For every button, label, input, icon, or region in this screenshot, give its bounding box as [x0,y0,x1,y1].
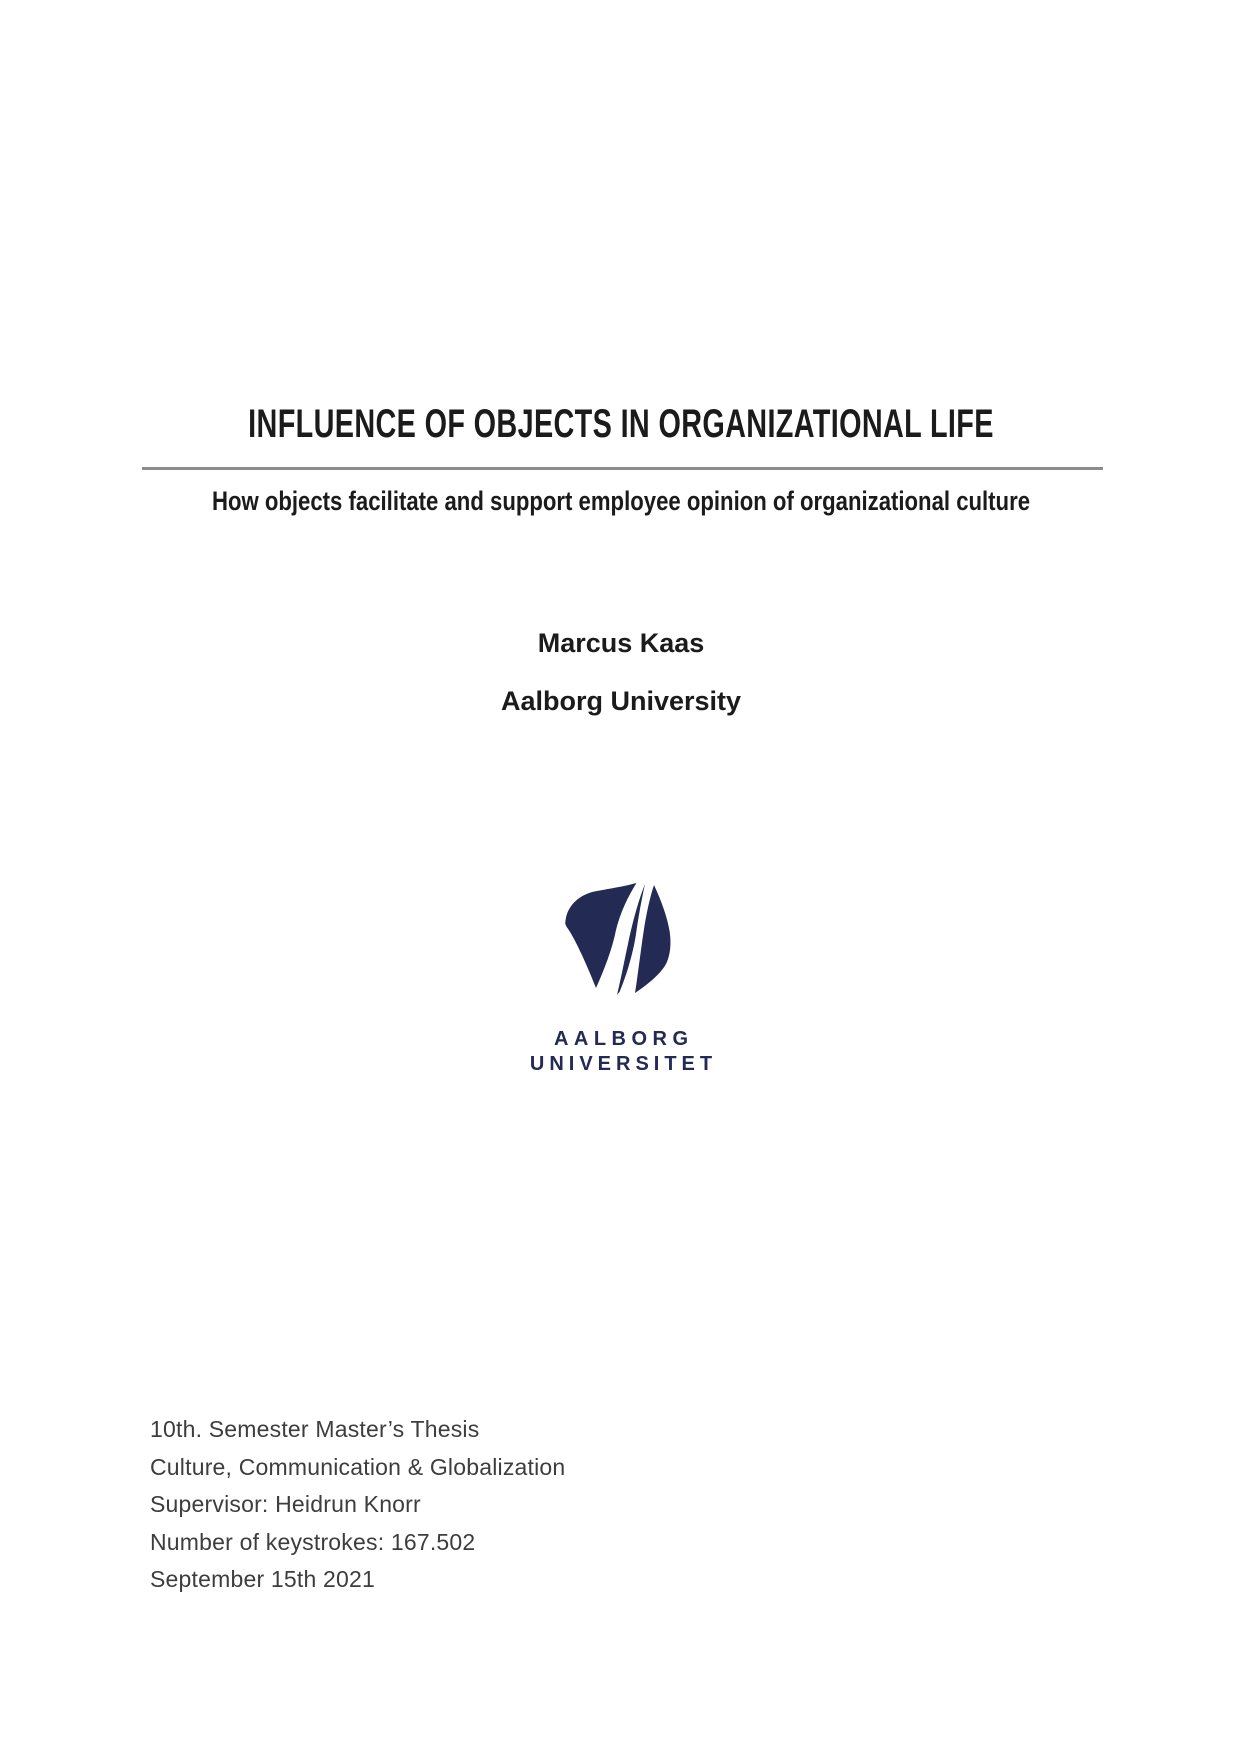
institution-name: Aalborg University [500,686,742,716]
detail-line-supervisor: Supervisor: Heidrun Knorr [150,1491,421,1517]
detail-line-date: September 15th 2021 [150,1566,376,1592]
logo-wordmark-line2: UNIVERSITET [529,1053,718,1075]
detail-line-keystrokes: Number of keystrokes: 167.502 [150,1528,476,1555]
aalborg-university-logo [565,882,672,995]
page-subtitle: How objects facilitate and support employee opinion of organizational culture [211,486,1031,516]
logo-wordmark-line1: AALBORG [553,1028,694,1050]
title-divider [142,467,1103,470]
author-name: Marcus Kaas [537,628,705,658]
page-title: INFLUENCE OF OBJECTS IN ORGANIZATIONAL LIFE [248,402,994,446]
detail-line-semester: 10th. Semester Master’s Thesis [150,1416,480,1442]
detail-line-programme: Culture, Communication & Globalization [150,1453,566,1480]
aau-swoosh-icon [565,882,672,995]
thesis-details [150,1411,565,1599]
